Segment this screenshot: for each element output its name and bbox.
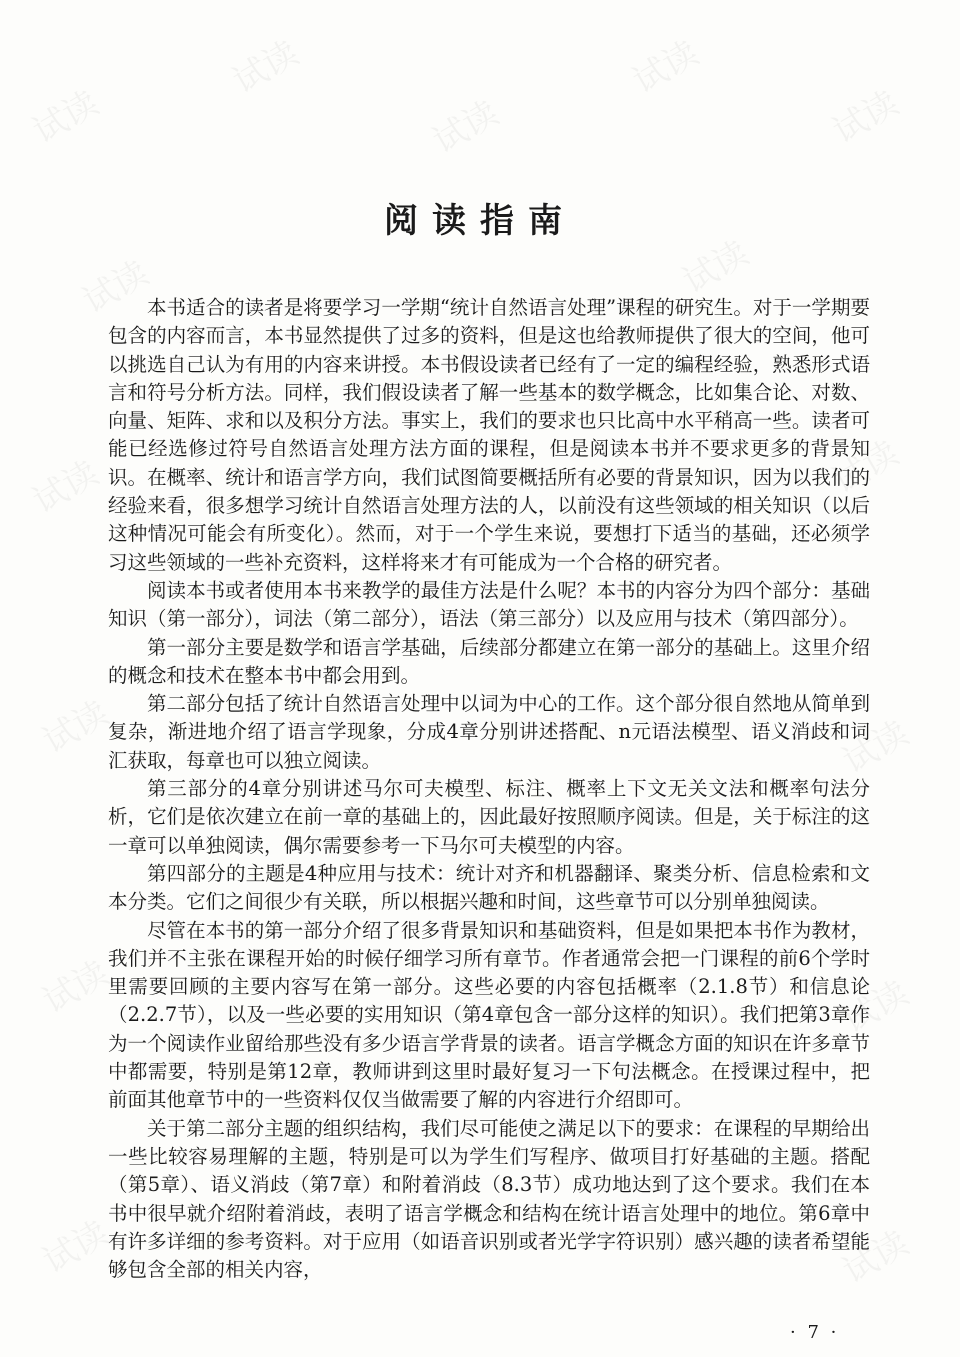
watermark: 试读: [836, 713, 916, 782]
page-title: 阅读指南: [384, 201, 576, 241]
watermark: 试读: [836, 1223, 916, 1292]
paragraph: 关于第二部分主题的组织结构，我们尽可能使之满足以下的要求：在课程的早期给出一些比较容易理解的主题，特别是可以为学生们写程序、做项目打好基础的主题。搭配（第5章）、语义消歧（第7章）和附着消歧（8.3节）成功地达到了这个要求。我们在本书中很早就介绍附着消歧，表明了语言学概念和结构在统计语言处理中的地位。第6章中有许多详细的参考资料。对于应用（如语音识别或者光学字符识别）感兴趣的读者希望能够包含全部的相关内容，: [108, 1116, 870, 1282]
watermark: 试读: [826, 433, 906, 502]
paragraph: 第一部分主要是数学和语言学基础，后续部分都建立在第一部分的基础上。这里介绍的概念和技术在整本书中都会用到。: [108, 635, 870, 687]
watermark: 试读: [36, 1213, 116, 1282]
watermark: 试读: [36, 693, 116, 762]
watermark: 试读: [26, 83, 106, 152]
watermark: 试读: [836, 973, 916, 1042]
watermark: 试读: [76, 253, 156, 322]
paragraph: 第四部分的主题是4种应用与技术：统计对齐和机器翻译、聚类分析、信息检索和文本分类。它们之间很少有关联，所以根据兴趣和时间，这些章节可以分别单独阅读。: [108, 861, 870, 914]
watermark: 试读: [226, 33, 306, 102]
watermark: 试读: [626, 33, 706, 102]
watermark: 试读: [26, 453, 106, 522]
watermark: 试读: [826, 83, 906, 152]
watermark: 试读: [676, 233, 756, 302]
paragraph: 阅读本书或者使用本书来教学的最佳方法是什么呢？本书的内容分为四个部分：基础知识（第一部分），词法（第二部分），语法（第三部分）以及应用与技术（第四部分）。: [108, 578, 870, 631]
paragraph: 本书适合的读者是将要学习一学期“统计自然语言处理”课程的研究生。对于一学期要包含的内容而言，本书显然提供了过多的资料，但是这也给教师提供了很大的空间，他可以挑选自己认为有用的内容来讲授。本书假设读者已经有了一定的编程经验，熟悉形式语言和符号分析方法。同样，我们假设读者了解一些基本的数学概念，比如集合论、对数、向量、矩阵、求和以及积分方法。事实上，我们的要求也只比高中水平稍高一些。读者可能已经选修过符号自然语言处理方法方面的课程，但是阅读本书并不要求更多的背景知识。在概率、统计和语言学方向，我们试图简要概括所有必要的背景知识，因为以我们的经验来看，很多想学习统计自然语言处理方法的人，以前没有这些领域的相关知识（以后这种情况可能会有所变化）。然而，对于一个学生来说，要想打下适当的基础，还必须学习这些领域的一些补充资料，这样将来才有可能成为一个合格的研究者。: [108, 296, 870, 574]
paragraph: 尽管在本书的第一部分介绍了很多背景知识和基础资料，但是如果把本书作为教材，我们并不主张在课程开始的时候仔细学习所有章节。作者通常会把一门课程的前6个学时里需要回顾的主要内容写在第一部分。这些必要的内容包括概率（2.1.8节）和信息论（2.2.7节），以及一些必要的实用知识（第4章包含一部分这样的知识）。我们把第3章作为一个阅读作业留给那些没有多少语言学背景的读者。语言学概念方面的知识在许多章节中都需要，特别是第12章，教师讲到这里时最好复习一下句法概念。在授课过程中，把前面其他章节中的一些资料仅仅当做需要了解的内容进行介绍即可。: [108, 918, 870, 1112]
paragraph: 第三部分的4章分别讲述马尔可夫模型、标注、概率上下文无关文法和概率句法分析，它们是依次建立在前一章的基础上的，因此最好按照顺序阅读。但是，关于标注的这一章可以单独阅读，偶尔需要参考一下马尔可夫模型的内容。: [108, 777, 870, 857]
watermark: 试读: [426, 93, 506, 162]
paragraph: 第二部分包括了统计自然语言处理中以词为中心的工作。这个部分很自然地从简单到复杂，渐进地介绍了语言学现象，分成4章分别讲述搭配、n元语法模型、语义消歧和词汇获取，每章也可以独立阅读。: [108, 692, 870, 772]
page-number: · 7 ·: [790, 1322, 840, 1343]
watermark: 试读: [36, 953, 116, 1022]
body-text: [108, 294, 870, 1284]
